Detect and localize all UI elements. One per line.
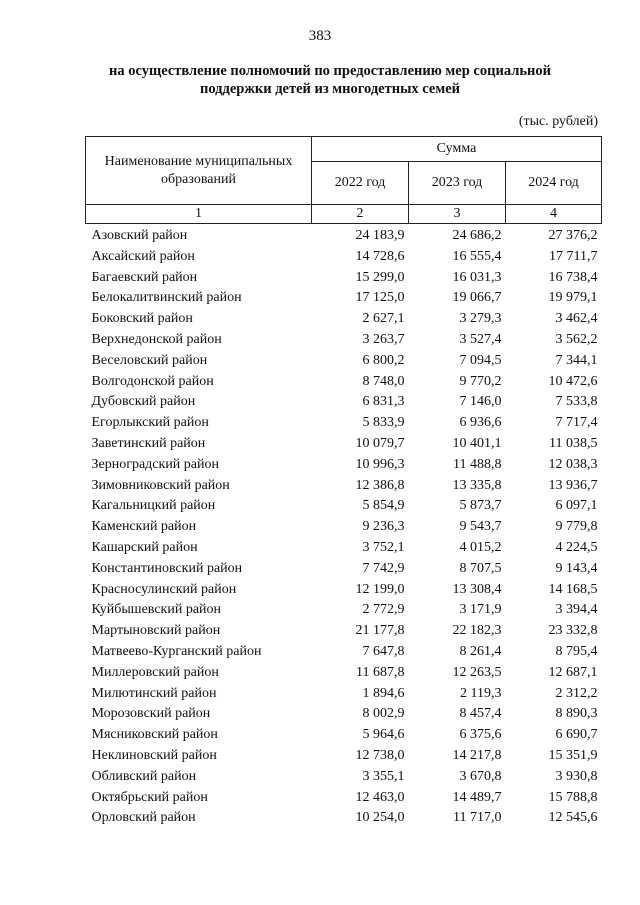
row-value-2024: 3 462,4: [555, 311, 598, 327]
header-year-2023: 2023 год: [409, 162, 506, 205]
row-value-2024: 12 038,3: [548, 456, 598, 472]
row-value-2023: 6 936,6: [459, 415, 502, 431]
row-name-cell: Боковский район: [91, 311, 193, 327]
row-value-2023: 3 279,3: [459, 311, 502, 327]
row-value-2023: 10 401,1: [452, 435, 502, 451]
row-value-2022: 3 263,7: [362, 331, 405, 347]
row-value-2022: 3 355,1: [362, 768, 405, 784]
table-row: [86, 224, 602, 247]
row-name-cell: Волгодонской район: [91, 373, 214, 389]
row-value-2022: 10 254,0: [355, 810, 405, 826]
row-value-2022: 10 996,3: [355, 456, 405, 472]
row-value-2023: 14 489,7: [452, 789, 502, 805]
table-row: [86, 788, 602, 809]
row-value-2022: 7 742,9: [362, 560, 405, 576]
row-value-2023: 6 375,6: [459, 727, 502, 743]
table-row: [86, 621, 602, 642]
table-row: [86, 351, 602, 372]
row-name-cell: Верхнедонской район: [91, 331, 222, 347]
row-name-cell: Мартыновский район: [91, 623, 221, 639]
table-row: [86, 392, 602, 413]
header-col-number-1: 1: [86, 205, 312, 224]
row-value-2024: 6 097,1: [555, 498, 598, 514]
row-value-2022: 1 894,6: [362, 685, 405, 701]
row-value-2023: 14 217,8: [452, 747, 502, 763]
table-row: [86, 684, 602, 705]
table-row: [86, 600, 602, 621]
row-name-cell: Обливский район: [91, 768, 197, 784]
row-value-2024: 4 224,5: [555, 539, 598, 555]
table-row: [86, 517, 602, 538]
header-name: Наименование муниципальных образований: [86, 137, 312, 205]
row-value-2024: 2 312,2: [555, 685, 598, 701]
row-value-2022: 11 687,8: [356, 664, 405, 680]
row-value-2022: 15 299,0: [355, 269, 405, 285]
row-name-cell: Аксайский район: [91, 248, 195, 264]
row-name-cell: Константиновский район: [91, 560, 243, 576]
row-value-2024: 3 562,2: [555, 331, 598, 347]
row-name-cell: Заветинский район: [91, 435, 206, 451]
table-row: [86, 330, 602, 351]
row-value-2024: 7 344,1: [555, 352, 598, 368]
row-value-2024: 13 936,7: [548, 477, 598, 493]
row-value-2024: 12 687,1: [548, 664, 598, 680]
row-value-2023: 3 670,8: [459, 768, 502, 784]
row-name-cell: Милютинский район: [91, 685, 217, 701]
row-value-2023: 22 182,3: [452, 623, 502, 639]
table-row: [86, 247, 602, 268]
row-value-2022: 5 854,9: [362, 498, 405, 514]
row-value-2024: 16 738,4: [548, 269, 598, 285]
row-value-2022: 5 964,6: [362, 727, 405, 743]
row-value-2022: 6 800,2: [362, 352, 405, 368]
subsidy-table: [85, 136, 601, 829]
table-row: [86, 642, 602, 663]
row-value-2024: 3 394,4: [555, 602, 598, 618]
table-body: [86, 224, 602, 830]
row-value-2022: 5 833,9: [362, 415, 405, 431]
table-row: [86, 434, 602, 455]
row-value-2022: 3 752,1: [362, 539, 405, 555]
row-name-cell: Неклиновский район: [91, 747, 217, 763]
row-value-2024: 12 545,6: [548, 810, 598, 826]
table-row: [86, 476, 602, 497]
header-year-2022: 2022 год: [312, 162, 409, 205]
row-name-cell: Куйбышевский район: [91, 602, 222, 618]
row-value-2022: 17 125,0: [355, 290, 405, 306]
header-col-number-2: 2: [312, 205, 409, 224]
row-value-2023: 16 555,4: [452, 248, 502, 264]
row-name-cell: Зерноградский район: [91, 456, 219, 472]
row-value-2023: 9 543,7: [459, 519, 502, 535]
row-value-2024: 3 930,8: [555, 768, 598, 784]
row-value-2023: 5 873,7: [459, 498, 502, 514]
table-row: [86, 413, 602, 434]
row-value-2022: 8 748,0: [362, 373, 405, 389]
table-row: [86, 580, 602, 601]
row-value-2023: 8 457,4: [459, 706, 502, 722]
table-row: [86, 309, 602, 330]
row-value-2022: 21 177,8: [355, 623, 405, 639]
page-number: 383: [308, 28, 332, 44]
row-value-2024: 8 795,4: [555, 643, 598, 659]
row-value-2022: 12 463,0: [355, 789, 405, 805]
row-name-cell: Дубовский район: [91, 394, 196, 410]
row-value-2023: 24 686,2: [452, 228, 502, 243]
row-value-2023: 2 119,3: [460, 685, 502, 701]
row-value-2024: 19 979,1: [548, 290, 598, 306]
row-value-2022: 9 236,3: [362, 519, 405, 535]
row-value-2023: 9 770,2: [459, 373, 502, 389]
table-row: [86, 746, 602, 767]
data-table: [85, 136, 602, 829]
header-year-2024: 2024 год: [506, 162, 602, 205]
row-value-2024: 14 168,5: [548, 581, 598, 597]
row-value-2022: 10 079,7: [355, 435, 405, 451]
row-name-cell: Кашарский район: [91, 539, 198, 555]
header-col-number-4: 4: [506, 205, 602, 224]
row-value-2024: 17 711,7: [549, 248, 598, 264]
row-value-2024: 11 038,5: [549, 435, 598, 451]
row-value-2024: 9 143,4: [555, 560, 598, 576]
row-value-2022: 6 831,3: [362, 394, 405, 410]
row-name-cell: Орловский район: [91, 810, 196, 826]
table-row: [86, 663, 602, 684]
row-value-2023: 8 261,4: [459, 643, 502, 659]
row-value-2024: 27 376,2: [548, 228, 598, 243]
row-value-2023: 13 308,4: [452, 581, 502, 597]
row-name-cell: Зимовниковский район: [91, 477, 230, 493]
title-line-1: на осуществление полномочий по предоставлению мер социальной: [109, 63, 551, 79]
table-title: [60, 62, 600, 98]
row-name-cell: Мясниковский район: [91, 727, 218, 743]
row-name-cell: Матвеево-Курганский район: [91, 643, 262, 659]
table-row: [86, 372, 602, 393]
row-value-2024: 15 788,8: [548, 789, 598, 805]
row-value-2024: 8 890,3: [555, 706, 598, 722]
row-name-cell: Азовский район: [91, 228, 188, 243]
row-value-2023: 3 171,9: [459, 602, 502, 618]
table-row: [86, 455, 602, 476]
header-col-number-3: 3: [409, 205, 506, 224]
table-row: [86, 496, 602, 517]
row-value-2023: 8 707,5: [459, 560, 502, 576]
row-value-2024: 9 779,8: [555, 519, 598, 535]
row-name-cell: Веселовский район: [91, 352, 208, 368]
row-value-2024: 7 533,8: [555, 394, 598, 410]
row-value-2022: 14 728,6: [355, 248, 405, 264]
table-row: [86, 725, 602, 746]
row-name-cell: Красносулинский район: [91, 581, 237, 597]
row-name-cell: Миллеровский район: [91, 664, 219, 680]
row-name-cell: Октябрьский район: [91, 789, 208, 805]
row-value-2022: 8 002,9: [362, 706, 405, 722]
row-value-2022: 12 199,0: [355, 581, 405, 597]
row-name-cell: Егорлыкский район: [91, 415, 209, 431]
table-row: [86, 767, 602, 788]
header-sum: Сумма: [312, 137, 602, 162]
row-value-2023: 19 066,7: [452, 290, 502, 306]
row-name-cell: Багаевский район: [91, 269, 198, 285]
row-value-2022: 2 627,1: [362, 311, 405, 327]
row-value-2024: 7 717,4: [555, 415, 598, 431]
row-value-2023: 4 015,2: [459, 539, 502, 555]
row-value-2023: 12 263,5: [452, 664, 502, 680]
row-name-cell: Белокалитвинский район: [91, 290, 242, 306]
table-row: [86, 268, 602, 289]
table-row: [86, 704, 602, 725]
row-name-cell: Морозовский район: [91, 706, 211, 722]
row-value-2023: 3 527,4: [459, 331, 502, 347]
table-row: [86, 559, 602, 580]
row-value-2024: 10 472,6: [548, 373, 598, 389]
table-row: [86, 538, 602, 559]
row-value-2023: 16 031,3: [452, 269, 502, 285]
row-value-2024: 6 690,7: [555, 727, 598, 743]
row-value-2022: 2 772,9: [362, 602, 405, 618]
table-row: [86, 808, 602, 829]
row-value-2023: 11 488,8: [453, 456, 502, 472]
row-value-2023: 13 335,8: [452, 477, 502, 493]
row-name-cell: Каменский район: [91, 519, 197, 535]
row-value-2022: 24 183,9: [355, 228, 405, 243]
table-row: [86, 288, 602, 309]
row-value-2023: 7 094,5: [459, 352, 502, 368]
row-value-2023: 11 717,0: [453, 810, 502, 826]
row-value-2022: 7 647,8: [362, 643, 405, 659]
row-name-cell: Кагальницкий район: [91, 498, 216, 514]
row-value-2022: 12 386,8: [355, 477, 405, 493]
unit-label: (тыс. рублей): [518, 114, 598, 129]
title-line-2: поддержки детей из многодетных семей: [199, 81, 461, 97]
row-value-2022: 12 738,0: [355, 747, 405, 763]
row-value-2024: 15 351,9: [548, 747, 598, 763]
row-value-2023: 7 146,0: [459, 394, 502, 410]
row-value-2024: 23 332,8: [548, 623, 598, 639]
